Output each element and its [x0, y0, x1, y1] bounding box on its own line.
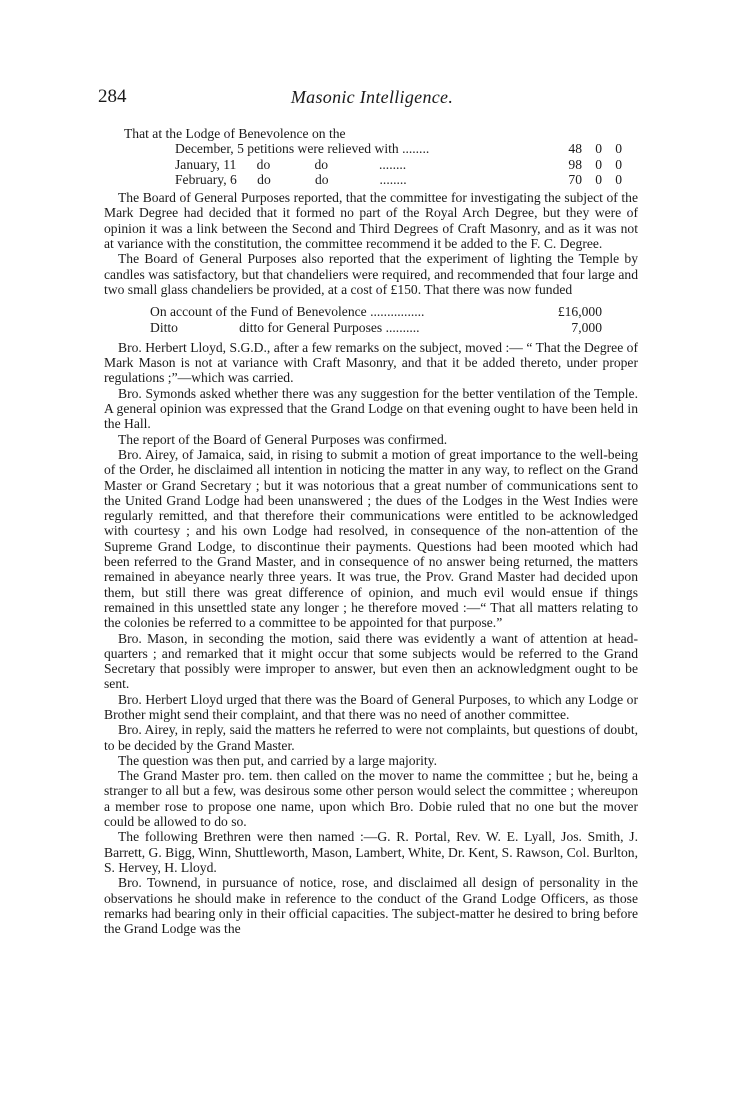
row-label: February, 6 do do ........ — [175, 171, 407, 187]
paragraph: The report of the Board of General Purposes was confirmed. — [118, 431, 448, 447]
fund-label: On account of the Fund of Benevolence ................ — [150, 304, 425, 320]
fund-label: Ditto ditto for General Purposes .......... — [150, 319, 420, 335]
funds-table — [104, 304, 638, 335]
paragraph: The Board of General Purposes reported, that the committee for investigating the subject of the Mark Degree had decided that it formed no part of the Royal Arch Degree, but they were of opinion it was a link between the Second and Third Degrees of Craft Masonry, and as it was not at variance with the constitution, the committee recommend it be added to the F. C. Degree. — [104, 190, 638, 252]
running-title: Masonic Intelligence. — [290, 87, 454, 107]
funds-row — [104, 320, 638, 335]
fund-amount: £16,000 — [557, 304, 602, 320]
row-pounds: 70 — [568, 171, 582, 187]
running-header — [98, 86, 646, 112]
row-pence: 0 — [615, 141, 622, 157]
paragraph: Bro. Mason, in seconding the motion, said there was evidently a want of attention at head-quarters ; and remarked that it might occur that some subjects would be referred to the Grand Secretary that possibly were improper to answer, but even then an acknowledgment ought to be sent. — [104, 630, 638, 692]
paragraph: The Grand Master pro. tem. then called on the mover to name the committee ; but he, being a stranger to all but a few, was desirous some other person would select the committee ; whereupon a member rose to propose one name, upon which Bro. Dobie ruled that no one but the mover could be allowed to do so. — [104, 768, 638, 830]
row-pence: 0 — [615, 156, 622, 172]
row-pounds: 48 — [568, 141, 582, 157]
article-body — [104, 126, 638, 936]
row-pence: 0 — [615, 171, 622, 187]
paragraph: Bro. Symonds asked whether there was any suggestion for the better ventilation of the Temple. A general opinion was expressed that the Grand Lodge on that evening ought to have been held in the Hall. — [104, 385, 638, 432]
benevolence-row — [104, 157, 638, 172]
benevolence-table — [104, 126, 638, 187]
paragraph: Bro. Herbert Lloyd, S.G.D., after a few remarks on the subject, moved :— “ That the Degree of Mark Mason is not at variance with Craft Masonry, and that it be added thereto, under proper regulations ;”—which was carried. — [104, 339, 638, 386]
benevolence-row — [104, 141, 638, 156]
paragraph: Bro. Townend, in pursuance of notice, rose, and disclaimed all design of personality in the observations he should make in reference to the conduct of the Grand Lodge Officers, as those remarks had bearing only in their official capacities. The subject-matter he desired to bring before the Grand Lodge was the — [104, 875, 638, 937]
row-shillings: 0 — [595, 171, 602, 187]
paragraph: Bro. Airey, of Jamaica, said, in rising to submit a motion of great importance to the well-being of the Order, he disclaimed all intention in noticing the matter in any way, to reflect on the Grand Master or Grand Secretary ; but it was notorious that a great number of communications sent to the United Grand Lodge had been unanswered ; the dues of the Lodges in the West Indies were regularly remitted, and that therefore their communications were entitled to be acknowledged with courtesy ; and his own Lodge had resolved, in consequence of the non-attention of the Supreme Grand Lodge, to discontinue their payments. Questions had been mooted which had been referred to the Grand Master, and in consequence of no answer being returned, the matters remained in abeyance nearly three years. It was true, the Prov. Grand Master had decided upon them, but still there was great difference of opinion, and much evil would ensue if things remained in this unsettled state any longer ; he therefore moved :—“ That all matters relating to the colonies be referred to a committee to be appointed for that purpose.” — [104, 446, 638, 631]
page-number: 284 — [98, 86, 127, 107]
paragraph: The following Brethren were then named :—G. R. Portal, Rev. W. E. Lyall, Jos. Smith, J. Barrett, G. Bigg, Winn, Shuttleworth, Mason, Lambert, White, Dr. Kent, S. Rawson, Col. Burlton, S. Hervey, H. Lloyd. — [104, 829, 638, 875]
row-label: December, 5 petitions were relieved with ........ — [175, 141, 430, 157]
row-pounds: 98 — [568, 156, 582, 172]
row-label: January, 11 do do ........ — [175, 156, 407, 172]
row-shillings: 0 — [595, 141, 602, 157]
paragraph: The Board of General Purposes also reported that the experiment of lighting the Temple by candles was satisfactory, but that chandeliers were required, and recommended that four large and two small glass chandeliers be provided, at a cost of £150. That there was now funded — [104, 251, 638, 297]
benevolence-intro: That at the Lodge of Benevolence on the — [124, 126, 346, 141]
paragraph: Bro. Airey, in reply, said the matters he referred to were not complaints, but questions of doubt, to be decided by the Grand Master. — [104, 722, 638, 753]
row-shillings: 0 — [595, 156, 602, 172]
paragraph: The question was then put, and carried by a large majority. — [118, 752, 437, 768]
fund-amount: 7,000 — [571, 319, 602, 335]
paragraph: Bro. Herbert Lloyd urged that there was the Board of General Purposes, to which any Lodge or Brother might send their complaint, and that there was no need of another committee. — [104, 691, 638, 722]
funds-row — [104, 304, 638, 319]
benevolence-row — [104, 172, 638, 187]
